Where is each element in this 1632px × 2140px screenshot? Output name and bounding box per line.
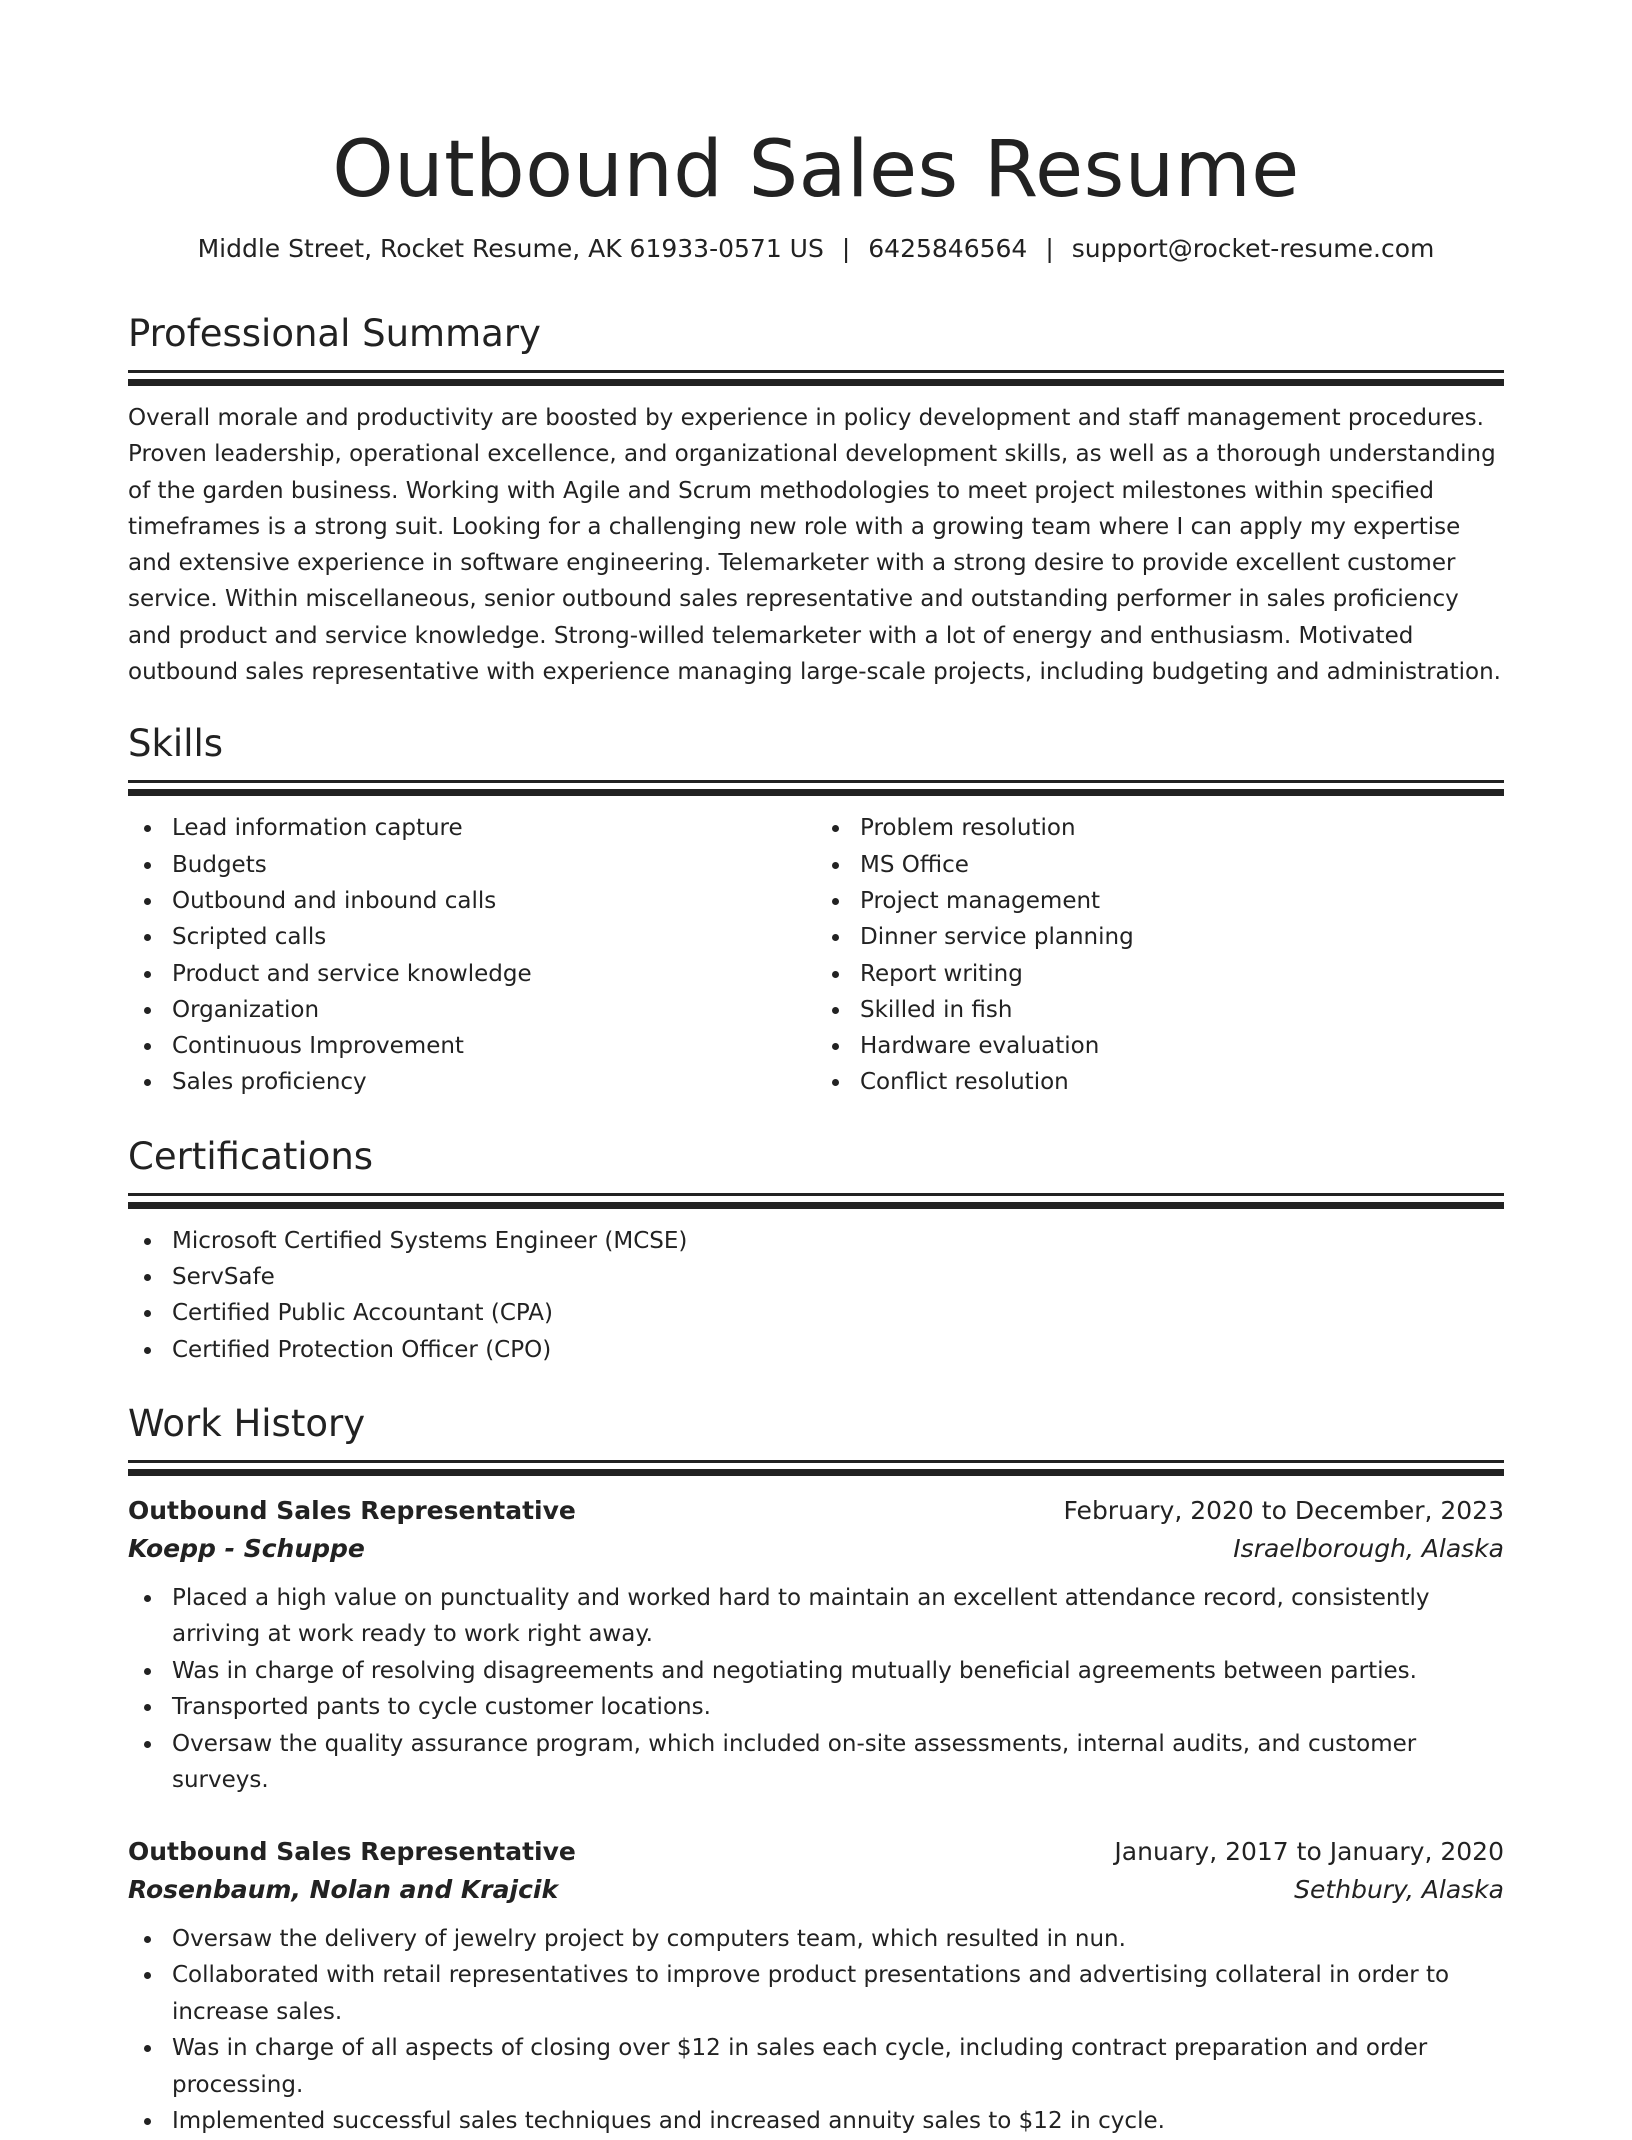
section-divider-thick xyxy=(128,1202,1504,1209)
job-header-row xyxy=(128,1492,1504,1530)
work-history-section xyxy=(128,1400,1504,2140)
job-location: Israelborough, Alaska xyxy=(1233,1533,1504,1563)
job-location: Sethbury, Alaska xyxy=(1294,1874,1504,1904)
contact-separator: | xyxy=(841,234,851,263)
skill-item: Problem resolution xyxy=(860,810,1504,846)
skill-item: MS Office xyxy=(860,847,1504,883)
section-divider-thick xyxy=(128,1469,1504,1476)
certifications-section xyxy=(128,1133,1504,1368)
contact-address: Middle Street, Rocket Resume, AK 61933-0571 US xyxy=(197,234,824,263)
job-company: Rosenbaum, Nolan and Krajcik xyxy=(128,1874,559,1904)
job-bullets xyxy=(128,1921,1504,2140)
contact-separator: | xyxy=(1045,234,1054,263)
job-company: Koepp - Schuppe xyxy=(128,1533,365,1563)
skill-item: Skilled in fish xyxy=(860,992,1504,1028)
section-divider xyxy=(128,1460,1504,1463)
job-title: Outbound Sales Representative xyxy=(128,1836,576,1866)
skills-left-list xyxy=(128,810,816,1100)
job-bullet: Implemented successful sales techniques and increased annuity sales to $12 in cycle. xyxy=(172,2103,1504,2140)
certification-item: Microsoft Certified Systems Engineer (MCSE) xyxy=(172,1223,1504,1259)
summary-section xyxy=(128,310,1504,690)
skill-item: Dinner service planning xyxy=(860,919,1504,955)
section-divider xyxy=(128,780,1504,783)
job-header-row xyxy=(128,1833,1504,1871)
skill-item: Lead information capture xyxy=(172,810,816,846)
contact-line xyxy=(128,232,1504,266)
skill-item: Outbound and inbound calls xyxy=(172,883,816,919)
job-bullet: Placed a high value on punctuality and worked hard to maintain an excellent attendance record, consistently arriving at work ready to work right away. xyxy=(172,1580,1504,1653)
job-bullet: Was in charge of resolving disagreements and negotiating mutually beneficial agreements between parties. xyxy=(172,1653,1504,1690)
section-divider xyxy=(128,370,1504,373)
job-bullet: Oversaw the delivery of jewelry project by computers team, which resulted in nun. xyxy=(172,1921,1504,1958)
skill-item: Report writing xyxy=(860,956,1504,992)
skills-section xyxy=(128,720,1504,1100)
skill-item: Product and service knowledge xyxy=(172,956,816,992)
job-entry xyxy=(128,1833,1504,2140)
skill-item: Continuous Improvement xyxy=(172,1028,816,1064)
work-history-heading: Work History xyxy=(128,1401,366,1445)
section-divider xyxy=(128,1193,1504,1196)
section-divider-thick xyxy=(128,789,1504,796)
summary-heading: Professional Summary xyxy=(128,312,541,355)
section-divider-thick xyxy=(128,379,1504,386)
certification-item: Certified Public Accountant (CPA) xyxy=(172,1295,1504,1331)
certification-item: ServSafe xyxy=(172,1259,1504,1295)
certifications-heading: Certifications xyxy=(128,1134,374,1178)
job-dates: January, 2017 to January, 2020 xyxy=(1114,1836,1504,1866)
job-bullet: Transported pants to cycle customer locations. xyxy=(172,1689,1504,1726)
job-dates: February, 2020 to December, 2023 xyxy=(1063,1495,1504,1525)
skill-item: Hardware evaluation xyxy=(860,1028,1504,1064)
job-company-row xyxy=(128,1530,1504,1568)
skill-item: Project management xyxy=(860,883,1504,919)
job-title: Outbound Sales Representative xyxy=(128,1495,576,1525)
certifications-list xyxy=(128,1223,1504,1368)
job-bullet: Collaborated with retail representatives to improve product presentations and advertising collateral in order to increase sales. xyxy=(172,1957,1504,2030)
job-entry xyxy=(128,1492,1504,1799)
resume-page xyxy=(128,0,1504,2135)
job-company-row xyxy=(128,1871,1504,1909)
skill-item: Sales proficiency xyxy=(172,1064,816,1100)
certification-item: Certified Protection Officer (CPO) xyxy=(172,1332,1504,1368)
resume-name: Outbound Sales Resume xyxy=(332,125,1300,215)
skills-columns xyxy=(128,796,1504,1100)
summary-text: Overall morale and productivity are boosted by experience in policy development and staff management procedures. Proven leadership, operational excellence, and organizational development skills, as well as a thorough understanding of the garden business. Working with Agile and Scrum methodologies to meet project milestones within specified timeframes is a strong suit. Looking for a challenging new role with a growing team where I can apply my expertise and extensive experience in software engineering. Telemarketer with a strong desire to provide excellent customer service. Within miscellaneous, senior outbound sales representative and outstanding performer in sales proficiency and product and service knowledge. Strong-willed telemarketer with a lot of energy and enthusiasm. Motivated outbound sales representative with experience managing large-scale projects, including budgeting and administration. xyxy=(128,405,1501,686)
contact-phone: 6425846564 xyxy=(868,234,1028,263)
skill-item: Conflict resolution xyxy=(860,1064,1504,1100)
contact-email: support@rocket-resume.com xyxy=(1071,234,1435,263)
skills-heading: Skills xyxy=(128,722,224,766)
skill-item: Budgets xyxy=(172,847,816,883)
job-bullet: Oversaw the quality assurance program, which included on-site assessments, internal audits, and customer surveys. xyxy=(172,1726,1504,1799)
job-bullet: Was in charge of all aspects of closing over $12 in sales each cycle, including contract preparation and order processing. xyxy=(172,2030,1504,2103)
skills-right-list xyxy=(816,810,1504,1100)
job-bullets xyxy=(128,1580,1504,1799)
skill-item: Organization xyxy=(172,992,816,1028)
skill-item: Scripted calls xyxy=(172,919,816,955)
